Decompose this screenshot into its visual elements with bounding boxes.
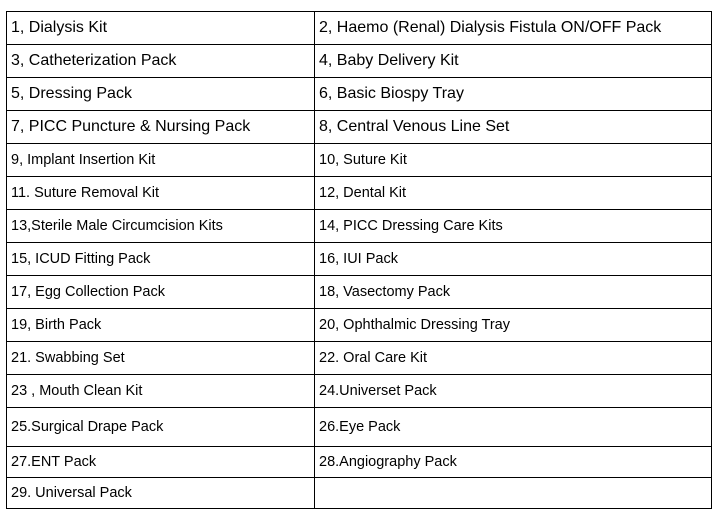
table-cell: 8, Central Venous Line Set — [315, 111, 712, 144]
kit-list-table — [6, 11, 712, 509]
table-row — [7, 12, 712, 45]
table-cell: 18, Vasectomy Pack — [315, 276, 712, 309]
table-cell: 28.Angiography Pack — [315, 447, 712, 478]
table-row — [7, 375, 712, 408]
table-row — [7, 243, 712, 276]
table-cell: 2, Haemo (Renal) Dialysis Fistula ON/OFF Pack — [315, 12, 712, 45]
table-cell: 9, Implant Insertion Kit — [7, 144, 315, 177]
table-cell: 4, Baby Delivery Kit — [315, 45, 712, 78]
table-cell: 13,Sterile Male Circumcision Kits — [7, 210, 315, 243]
table-row — [7, 408, 712, 447]
table-row — [7, 342, 712, 375]
table-cell: 5, Dressing Pack — [7, 78, 315, 111]
table-row — [7, 309, 712, 342]
table-row — [7, 447, 712, 478]
table-row — [7, 144, 712, 177]
table-cell: 24.Universet Pack — [315, 375, 712, 408]
table-cell: 17, Egg Collection Pack — [7, 276, 315, 309]
table-cell: 20, Ophthalmic Dressing Tray — [315, 309, 712, 342]
table-row — [7, 45, 712, 78]
table-row — [7, 177, 712, 210]
table-cell: 16, IUI Pack — [315, 243, 712, 276]
table-cell: 27.ENT Pack — [7, 447, 315, 478]
table-cell: 25.Surgical Drape Pack — [7, 408, 315, 447]
table-row — [7, 78, 712, 111]
table-row — [7, 478, 712, 509]
table-cell: 3, Catheterization Pack — [7, 45, 315, 78]
table-cell: 22. Oral Care Kit — [315, 342, 712, 375]
table-cell: 19, Birth Pack — [7, 309, 315, 342]
table-cell — [315, 478, 712, 509]
table-cell: 15, ICUD Fitting Pack — [7, 243, 315, 276]
table-row — [7, 210, 712, 243]
table-cell: 23 , Mouth Clean Kit — [7, 375, 315, 408]
table-cell: 1, Dialysis Kit — [7, 12, 315, 45]
table-cell: 7, PICC Puncture & Nursing Pack — [7, 111, 315, 144]
table-cell: 14, PICC Dressing Care Kits — [315, 210, 712, 243]
table-cell: 11. Suture Removal Kit — [7, 177, 315, 210]
table-cell: 21. Swabbing Set — [7, 342, 315, 375]
table-cell: 26.Eye Pack — [315, 408, 712, 447]
table-cell: 6, Basic Biospy Tray — [315, 78, 712, 111]
table-row — [7, 276, 712, 309]
table-row — [7, 111, 712, 144]
table-cell: 29. Universal Pack — [7, 478, 315, 509]
table-cell: 10, Suture Kit — [315, 144, 712, 177]
table-cell: 12, Dental Kit — [315, 177, 712, 210]
